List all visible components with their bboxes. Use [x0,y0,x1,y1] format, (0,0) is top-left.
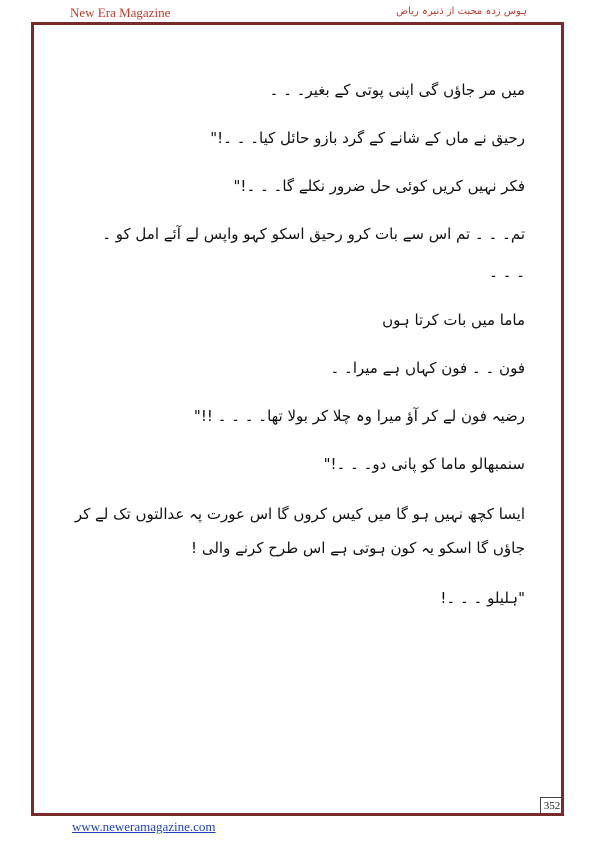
text-line-2: رحیق نے ماں کے شانے کے گرد بازو حائل کیا۔ ۔ ۔!" [210,129,525,147]
text-line-1: میں مر جاؤں گی اپنی پوتی کے بغیر۔ ۔ ۔ [269,81,525,99]
text-line-10: ایسا کچھ نہیں ہو گا میں کیس کروں گا اس عورت پہ عدالتوں تک لے کر جاؤں گا اسکو یہ کون ہوتی ہے اس طرح کرنے والی ! [74,505,525,557]
text-line-11: "ہلیلو ۔ ۔ ۔! [440,589,525,607]
text-line-6: ماما میں بات کرتا ہوں [382,311,525,329]
text-line-8: رضیہ فون لے کر آؤ میرا وہ چلا کر بولا تھا۔ ۔ ۔ ۔ !!" [193,407,525,425]
magazine-name: New Era Magazine [70,5,171,20]
text-line-4: تم۔ ۔ ۔ تم اس سے بات کرو رحیق اسکو کہو واپس لے آئے امل کو ۔ [102,225,525,243]
story-title: ہوس زدہ محبت از ذنیرہ ریاض [396,6,527,17]
page-number: 352 [540,797,563,814]
text-line-7: فون ۔ ۔ فون کہاں ہے میرا۔ ۔ [330,359,525,377]
website-link[interactable]: www.neweramagazine.com [72,819,216,834]
text-line-9: سنمبھالو ماما کو پانی دو۔ ۔ ۔!" [323,455,525,473]
text-line-3: فکر نہیں کریں کوئی حل ضرور نکلے گا۔ ۔ ۔!" [233,177,525,195]
story-text [70,75,525,631]
text-line-5: ۔ ۔ ۔ [489,263,525,281]
